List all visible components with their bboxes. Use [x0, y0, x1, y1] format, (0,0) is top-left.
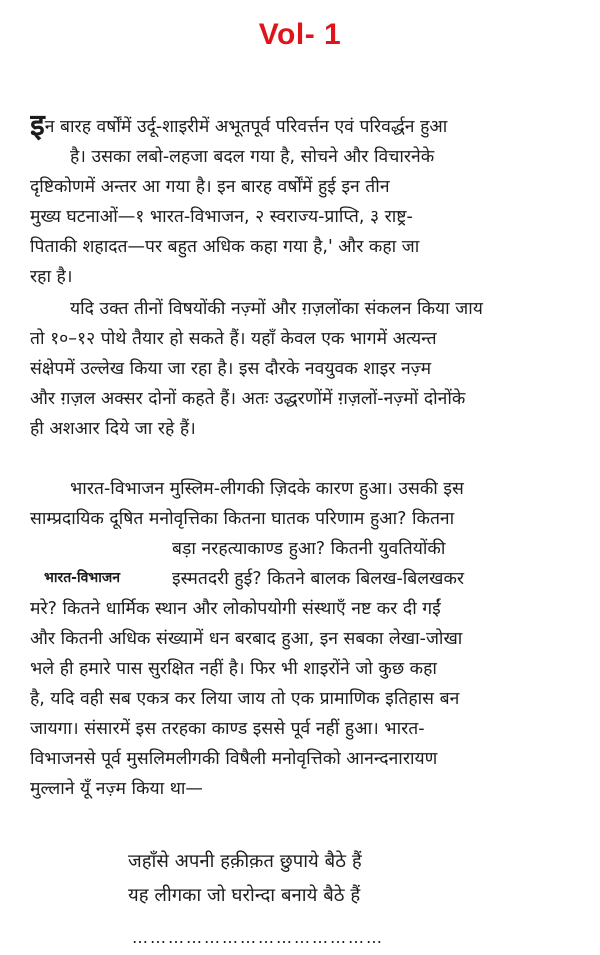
paragraph-1	[30, 112, 575, 292]
text-line: और कितनी अधिक संख्यामें धन बरबाद हुआ, इन सबका लेखा-जोखा	[30, 629, 463, 649]
text-line: ही अशआर दिये जा रहे हैं।	[30, 419, 196, 439]
text-line: मुल्लाने यूँ नज़्म किया था—	[30, 779, 203, 799]
text-line: विभाजनसे पूर्व मुसलिमलीगकी विषैली मनोवृत्तिको आनन्दनारायण	[30, 749, 438, 769]
side-heading: भारत-विभाजन	[44, 570, 121, 586]
paragraph-3	[30, 474, 575, 534]
text-line: जायगा। संसारमें इस तरहका काण्ड इससे पूर्व नहीं हुआ। भारत-	[30, 719, 425, 739]
paragraph-2	[30, 294, 575, 444]
text-line: पिताकी शहादत—पर बहुत अधिक कहा गया है,' और कहा जा	[30, 237, 420, 257]
text-line: मुख्य घटनाओं—१ भारत-विभाजन, २ स्वराज्य-प्राप्ति, ३ राष्ट्र-	[30, 207, 413, 227]
text-line: दृष्टिकोणमें अन्तर आ गया है। इन बारह वर्षोंमें हुई इन तीन	[30, 177, 390, 197]
paragraph-3-beside-heading	[172, 534, 575, 594]
text-line: इस्मतदरी हुई? कितने बालक बिलख-बिलखकर	[172, 569, 465, 589]
verse-line-2: यह लीगका जो घरोन्दा बनाये बैठे हैं	[128, 885, 361, 906]
ellipsis-divider: ……………………………………	[132, 928, 384, 947]
volume-title: Vol- 1	[258, 18, 342, 51]
text-line: साम्प्रदायिक दूषित मनोवृत्तिका कितना घातक परिणाम हुआ? कितना	[30, 509, 455, 529]
text-line: भले ही हमारे पास सुरक्षित नहीं है। फिर भी शाइरोंने जो कुछ कहा	[30, 659, 437, 679]
drop-cap: इ	[30, 112, 45, 142]
text-line: संक्षेपमें उल्लेख किया जा रहा है। इस दौरके नवयुवक शाइर नज़्म	[30, 359, 432, 379]
text-line: रहा है।	[30, 267, 73, 287]
text-line: इन बारह वर्षोंमें उर्दू-शाइरीमें अभूतपूर्व परिवर्त्तन एवं परिवर्द्धन हुआ	[30, 112, 575, 142]
paragraph-3-continued	[30, 594, 575, 804]
text-line: भारत-विभाजन मुस्लिम-लीगकी ज़िदके कारण हुआ। उसकी इस	[70, 479, 464, 499]
text-line: मरे? कितने धार्मिक स्थान और लोकोपयोगी संस्थाएँ नष्ट कर दी गईं	[30, 599, 441, 619]
text-line: और ग़ज़ल अक्सर दोनों कहते हैं। अतः उद्धरणोंमें ग़ज़लों-नज़्मों दोनोंके	[30, 389, 466, 409]
verse-line-1: जहाँसे अपनी हक़ीक़त छुपाये बैठे हैं	[128, 851, 362, 872]
text-line: बड़ा नरहत्याकाण्ड हुआ? कितनी युवतियोंकी	[172, 539, 446, 559]
text-line: तो १०–१२ पोथे तैयार हो सकते हैं। यहाँ केवल एक भागमें अत्यन्त	[30, 329, 437, 349]
text-line: है, यदि वही सब एकत्र कर लिया जाय तो एक प्रामाणिक इतिहास बन	[30, 689, 460, 709]
text-line: यदि उक्त तीनों विषयोंकी नज़्मों और ग़ज़लोंका संकलन किया जाय	[70, 299, 483, 319]
text-line: है। उसका लबो-लहजा बदल गया है, सोचने और विचारनेके	[70, 147, 435, 167]
